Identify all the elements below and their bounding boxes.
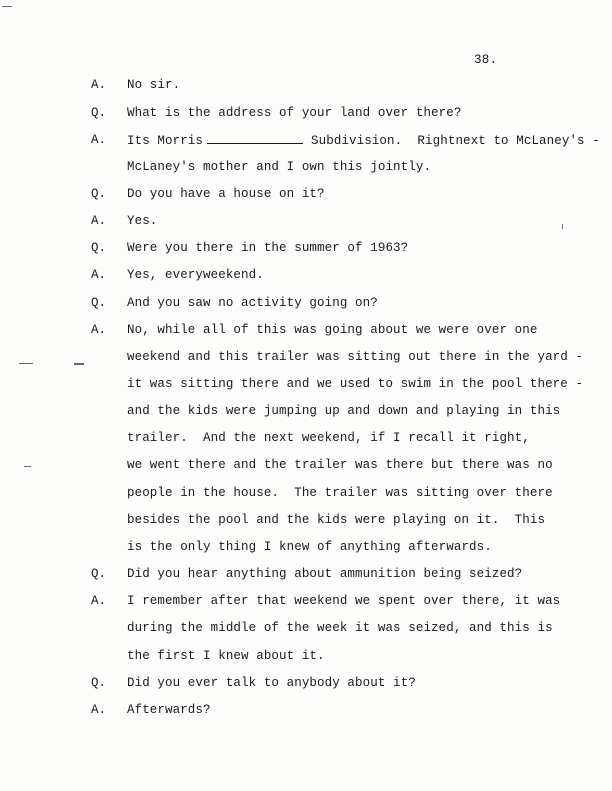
testimony-line: What is the address of your land over there? [127,106,462,120]
scan-mark [562,224,563,229]
testimony-line: trailer. And the next weekend, if I recall it right, [127,431,530,445]
testimony-line: it was sitting there and we used to swim in the pool there - [127,377,584,391]
testimony-line: Do you have a house on it? [127,187,325,201]
speaker-label: A. [91,133,107,147]
speaker-label: Q. [91,676,107,690]
page-number: 38. [474,53,498,67]
testimony-line: during the middle of the week it was seized, and this is [127,621,553,635]
scan-mark [19,363,33,364]
speaker-label: Q. [91,567,107,581]
testimony-line: Did you ever talk to anybody about it? [127,676,416,690]
scan-mark [24,466,31,467]
testimony-line: McLaney's mother and I own this jointly. [127,160,432,174]
testimony-line: the first I knew about it. [127,649,325,663]
testimony-line [127,133,600,148]
testimony-line: Yes, everyweekend. [127,268,264,282]
testimony-line: besides the pool and the kids were playing on it. This [127,513,546,527]
speaker-label: A. [91,268,107,282]
speaker-label: A. [91,214,107,228]
testimony-line: and the kids were jumping up and down and playing in this [127,404,561,418]
testimony-line: Did you hear anything about ammunition being seized? [127,567,523,581]
speaker-label: Q. [91,296,107,310]
scan-mark [2,6,12,7]
speaker-label: Q. [91,106,107,120]
testimony-line: No, while all of this was going about we were over one [127,323,538,337]
testimony-line: No sir. [127,78,181,92]
scan-mark [74,363,84,365]
testimony-line: we went there and the trailer was there but there was no [127,458,553,472]
line-text-before-blank: Its Morris [127,134,204,148]
speaker-label: A. [91,594,107,608]
testimony-line: Afterwards? [127,703,211,717]
speaker-label: A. [91,78,107,92]
speaker-label: Q. [91,187,107,201]
testimony-line: weekend and this trailer was sitting out there in the yard - [127,350,584,364]
testimony-line: Yes. [127,214,158,228]
line-text-after-blank: Subdivision. Rightnext to McLaney's - [311,134,600,148]
testimony-line: people in the house. The trailer was sitting over there [127,486,553,500]
testimony-line: Were you there in the summer of 1963? [127,241,409,255]
speaker-label: A. [91,323,107,337]
speaker-label: Q. [91,241,107,255]
speaker-label: A. [91,703,107,717]
blank-field [207,133,303,144]
testimony-line: I remember after that weekend we spent over there, it was [127,594,561,608]
testimony-line: is the only thing I knew of anything afterwards. [127,540,492,554]
testimony-line: And you saw no activity going on? [127,296,378,310]
